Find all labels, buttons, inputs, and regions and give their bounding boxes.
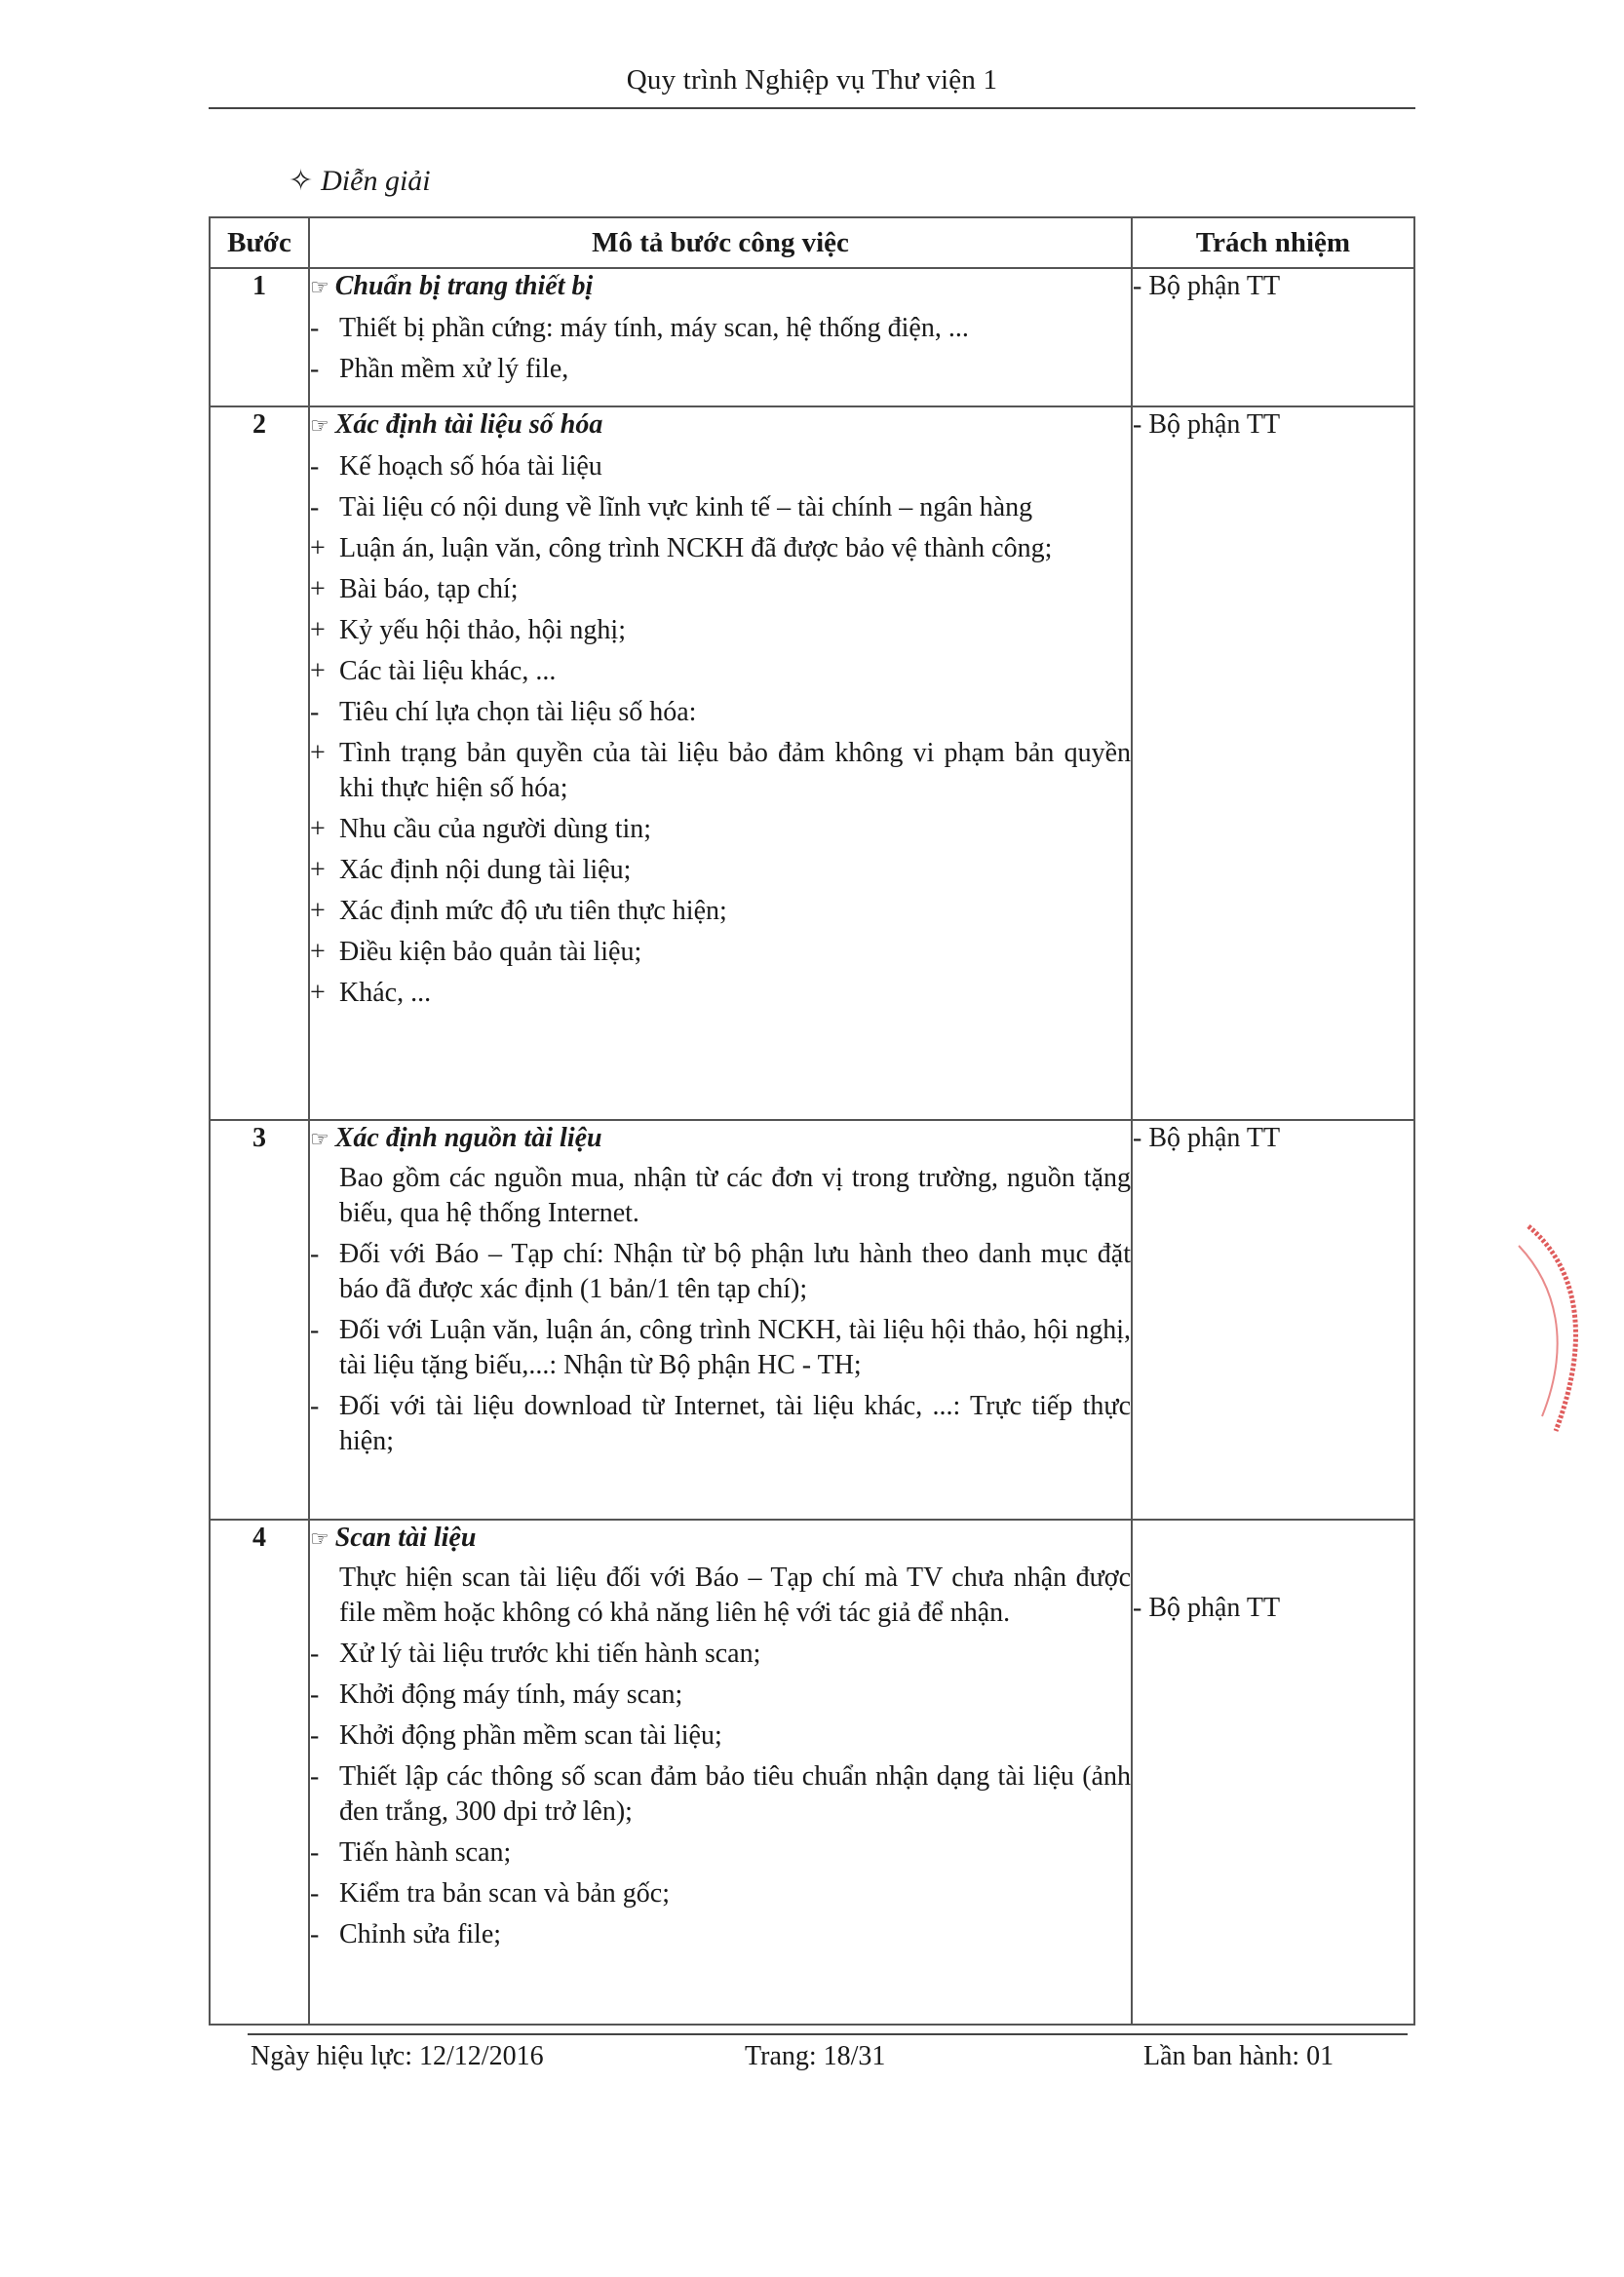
list-item [310,654,1131,689]
list-item [310,976,1131,1011]
list-marker: - [310,313,320,343]
list-item [310,1876,1131,1911]
step-description [309,1520,1132,2025]
list-item-text: Khởi động phần mềm scan tài liệu; [339,1720,722,1751]
list-item [310,1917,1131,1952]
red-stamp-edge [1517,1216,1601,1441]
step-title [310,1521,1131,1557]
list-item-text: Xác định mức độ ưu tiên thực hiện; [339,896,727,926]
page-header-title: Quy trình Nghiệp vụ Thư viện 1 [626,64,998,96]
list-item [310,490,1131,525]
list-item-text: Tình trạng bản quyền của tài liệu bảo đảm không vi phạm bản quyền khi thực hiện số hóa; [339,738,1131,803]
list-item [310,853,1131,888]
list-marker: + [310,937,326,967]
list-item-text: Phần mềm xử lý file, [339,354,569,384]
column-header-responsibility: Trách nhiệm [1132,217,1414,268]
list-item [310,1835,1131,1871]
step-title-text: Xác định tài liệu số hóa [334,409,603,440]
table-row [210,268,1414,406]
step-description [309,406,1132,1120]
list-marker: + [310,978,326,1008]
list-item [310,894,1131,929]
pointing-hand-icon: ☞ [310,413,329,438]
list-marker: - [310,1639,320,1669]
list-item [310,695,1131,730]
list-marker: - [310,1315,320,1345]
list-marker: + [310,533,326,563]
table-row [210,406,1414,1120]
step-title [310,1121,1131,1157]
list-item [310,311,1131,346]
step-title-text: Xác định nguồn tài liệu [334,1123,602,1153]
list-item-text: Đối với tài liệu download từ Internet, tài liệu khác, ...: Trực tiếp thực hiện; [339,1391,1131,1456]
step-title-text: Scan tài liệu [334,1523,477,1553]
list-item [310,812,1131,847]
column-header-description: Mô tả bước công việc [309,217,1132,268]
list-marker: - [310,492,320,522]
list-marker: - [310,1878,320,1909]
list-item [310,1759,1131,1830]
star-icon: ✧ [289,165,314,197]
step-title [310,269,1131,305]
list-marker: - [310,1239,320,1269]
step-intro: Thực hiện scan tài liệu đối với Báo – Tạp chí mà TV chưa nhận được file mềm hoặc không có khả năng liên hệ với tác giả để nhận. [339,1563,1131,1628]
list-item-text: Xác định nội dung tài liệu; [339,855,632,885]
list-item [310,531,1131,566]
list-item-text: Kiểm tra bản scan và bản gốc; [339,1878,670,1909]
list-marker: + [310,615,326,645]
list-item-text: Tài liệu có nội dung về lĩnh vực kinh tế – tài chính – ngân hàng [339,492,1033,522]
list-item-text: Đối với Báo – Tạp chí: Nhận từ bộ phận lưu hành theo danh mục đặt báo đã được xác định (1 bản/1 tên tạp chí); [339,1239,1131,1304]
list-item [310,572,1131,607]
step-description [309,268,1132,406]
list-item-text: Chỉnh sửa file; [339,1919,502,1949]
list-item-text: Nhu cầu của người dùng tin; [339,814,652,844]
table-row [210,1120,1414,1520]
list-item [310,449,1131,484]
step-description [309,1120,1132,1520]
list-item-text: Khởi động máy tính, máy scan; [339,1679,683,1710]
list-item-text: Các tài liệu khác, ... [339,656,557,686]
pointing-hand-icon: ☞ [310,1127,329,1151]
step-number: 1 [210,268,309,406]
step-title [310,407,1131,444]
list-marker: - [310,697,320,727]
list-item [310,935,1131,970]
section-heading-text: Diễn giải [321,165,431,197]
list-marker: + [310,814,326,844]
column-header-step: Bước [210,217,309,268]
list-item [310,1678,1131,1713]
step-responsibility: - Bộ phận TT [1132,1120,1414,1520]
list-marker: - [310,354,320,384]
list-marker: + [310,656,326,686]
list-marker: - [310,1720,320,1751]
list-item-text: Tiến hành scan; [339,1837,512,1868]
list-item [310,1637,1131,1672]
step-responsibility-text: - Bộ phận TT [1133,1593,1281,1623]
step-number: 4 [210,1520,309,2025]
list-item [310,352,1131,387]
list-item-text: Điều kiện bảo quản tài liệu; [339,937,642,967]
list-marker: + [310,574,326,604]
list-marker: - [310,1837,320,1868]
list-item-text: Luận án, luận văn, công trình NCKH đã được bảo vệ thành công; [339,533,1053,563]
procedure-table [209,216,1415,2026]
list-item-text: Bài báo, tạp chí; [339,574,519,604]
list-item [310,613,1131,648]
footer-issue-number: Lần ban hành: 01 [1143,2041,1334,2071]
list-marker: - [310,451,320,482]
list-marker: - [310,1761,320,1792]
table-row [210,1520,1414,2025]
step-number: 3 [210,1120,309,1520]
list-item-text: Đối với Luận văn, luận án, công trình NCKH, tài liệu hội thảo, hội nghị, tài liệu tặng biếu,...: Nhận từ Bộ phận HC - TH; [339,1315,1131,1380]
list-item [310,1237,1131,1307]
step-responsibility: - Bộ phận TT [1132,268,1414,406]
list-marker: - [310,1391,320,1421]
list-item-text: Khác, ... [339,978,432,1008]
pointing-hand-icon: ☞ [310,275,329,299]
list-marker: + [310,738,326,768]
footer-divider [248,2033,1408,2035]
list-marker: - [310,1679,320,1710]
list-item-text: Kế hoạch số hóa tài liệu [339,451,602,482]
list-marker: - [310,1919,320,1949]
list-item [310,1718,1131,1754]
step-number: 2 [210,406,309,1120]
pointing-hand-icon: ☞ [310,1526,329,1551]
list-marker: + [310,855,326,885]
table-header-row [210,217,1414,268]
step-intro: Bao gồm các nguồn mua, nhận từ các đơn vị trong trường, nguồn tặng biếu, qua hệ thống Internet. [339,1163,1131,1228]
step-responsibility: - Bộ phận TT [1132,406,1414,1120]
list-item-text: Tiêu chí lựa chọn tài liệu số hóa: [339,697,697,727]
header-divider [209,107,1415,109]
footer-page-number: Trang: 18/31 [745,2041,886,2071]
list-item-text: Kỷ yếu hội thảo, hội nghị; [339,615,626,645]
list-item-text: Thiết lập các thông số scan đảm bảo tiêu chuẩn nhận dạng tài liệu (ảnh đen trắng, 300 dpi trở lên); [339,1761,1131,1827]
list-item-text: Xử lý tài liệu trước khi tiến hành scan; [339,1639,761,1669]
list-item [310,736,1131,806]
list-item-text: Thiết bị phần cứng: máy tính, máy scan, hệ thống điện, ... [339,313,969,343]
step-responsibility [1132,1520,1414,2025]
list-item [310,1389,1131,1459]
footer-effective-date: Ngày hiệu lực: 12/12/2016 [251,2041,544,2071]
list-marker: + [310,896,326,926]
list-item [310,1313,1131,1383]
section-heading [289,164,431,198]
step-title-text: Chuẩn bị trang thiết bị [334,271,594,301]
